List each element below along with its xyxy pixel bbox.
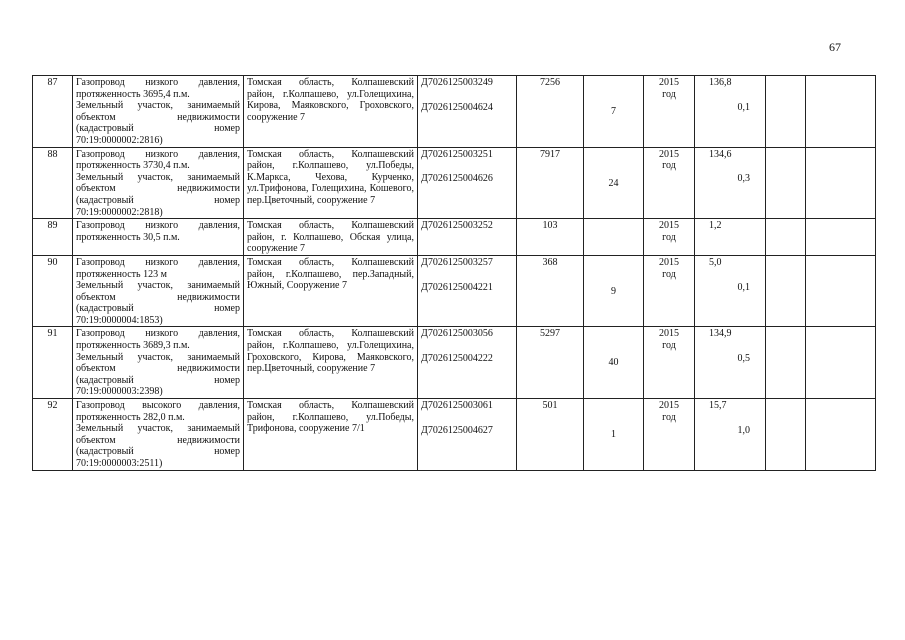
empty-cell: [766, 399, 806, 471]
year-cell: [644, 255, 695, 327]
land-registry-code: Д7026125004626: [421, 173, 493, 185]
area-cell: 1: [584, 399, 644, 471]
property-register-table: [32, 75, 876, 471]
registry-code: Д7026125003251: [421, 148, 493, 160]
object-name: Газопровод низкого давления, протяженность 3730,4 п.м.: [76, 148, 240, 172]
land-plot-description: Земельный участок, занимаемый объектом недвижимости (кадастровый номер 70:19:0000002:2818): [76, 171, 240, 218]
empty-cell: [766, 76, 806, 148]
address-cell: Томская область, Колпашевский район, г.Колпашево, ул.Победы, Трифонова, сооружение 7/1: [244, 399, 418, 471]
registry-codes-cell: [418, 147, 517, 219]
registry-code: Д7026125003252: [421, 220, 493, 232]
empty-cell: [806, 76, 876, 148]
year-cell: [644, 76, 695, 148]
year-unit: год: [662, 160, 676, 172]
registry-code: Д7026125003249: [421, 77, 493, 88]
length-cell: 5297: [517, 327, 584, 399]
value-b: 1,0: [737, 424, 750, 436]
empty-cell: [806, 399, 876, 471]
year-cell: [644, 219, 695, 256]
value-cell: [695, 255, 766, 327]
year-unit: год: [662, 411, 676, 423]
address-cell: Томская область, Колпашевский район, г.Колпашево, ул.Победы, К.Маркса, Чехова, Курченко, ул.Трифонова, Голещихина, Кошевого, пер.Цветочный, сооружение 7: [244, 147, 418, 219]
value-a: 134,9: [709, 328, 732, 340]
length-cell: 7256: [517, 76, 584, 148]
registry-codes-cell: [418, 255, 517, 327]
address-cell: Томская область, Колпашевский район, г.Колпашево, ул.Голещихина, Гроховского, Кирова, Маяковского, пер.Цветочный, сооружение 7: [244, 327, 418, 399]
value-cell: [695, 219, 766, 256]
land-plot-description: Земельный участок, занимаемый объектом недвижимости (кадастровый номер 70:19:0000002:2816): [76, 100, 240, 146]
table-row: [33, 219, 876, 256]
object-description-cell: [73, 219, 244, 256]
year-value: 2015: [659, 400, 679, 412]
table-row: [33, 399, 876, 471]
value-a: 136,8: [709, 77, 732, 88]
area-cell: 40: [584, 327, 644, 399]
row-number: 87: [33, 76, 73, 148]
area-cell: 7: [584, 76, 644, 148]
table-row: [33, 147, 876, 219]
length-cell: 501: [517, 399, 584, 471]
object-description-cell: [73, 147, 244, 219]
registry-codes-cell: [418, 219, 517, 256]
value-a: 134,6: [709, 148, 732, 160]
length-cell: 103: [517, 219, 584, 256]
object-name: Газопровод низкого давления, протяженность 123 м: [76, 256, 240, 280]
year-value: 2015: [659, 77, 679, 88]
land-plot-description: Земельный участок, занимаемый объектом недвижимости (кадастровый номер 70:19:0000003:2398): [76, 351, 240, 398]
length-cell: 368: [517, 255, 584, 327]
value-a: 1,2: [709, 220, 722, 232]
object-description-cell: [73, 76, 244, 148]
land-plot-description: Земельный участок, занимаемый объектом недвижимости (кадастровый номер 70:19:0000004:1853): [76, 280, 240, 326]
year-value: 2015: [659, 220, 679, 232]
table-row: [33, 76, 876, 148]
year-unit: год: [662, 340, 676, 352]
table-row: [33, 327, 876, 399]
value-b: 0,1: [737, 101, 750, 113]
object-name: Газопровод низкого давления, протяженность 3689,3 п.м.: [76, 328, 240, 352]
object-name: Газопровод низкого давления, протяженность 30,5 п.м.: [76, 220, 240, 243]
empty-cell: [806, 327, 876, 399]
value-cell: [695, 399, 766, 471]
empty-cell: [806, 255, 876, 327]
table-row: [33, 255, 876, 327]
value-cell: [695, 76, 766, 148]
year-cell: [644, 399, 695, 471]
area-cell: 24: [584, 147, 644, 219]
row-number: 92: [33, 399, 73, 471]
length-cell: 7917: [517, 147, 584, 219]
address-cell: Томская область, Колпашевский район, г. Колпашево, Обская улица, сооружение 7: [244, 219, 418, 256]
empty-cell: [766, 219, 806, 256]
year-value: 2015: [659, 148, 679, 160]
year-cell: [644, 327, 695, 399]
row-number: 89: [33, 219, 73, 256]
land-registry-code: Д7026125004222: [421, 353, 493, 365]
year-unit: год: [662, 231, 676, 243]
object-name: Газопровод высокого давления, протяженность 282,0 п.м.: [76, 400, 240, 423]
registry-codes-cell: [418, 327, 517, 399]
registry-code: Д7026125003061: [421, 400, 493, 412]
value-cell: [695, 147, 766, 219]
empty-cell: [766, 147, 806, 219]
value-a: 5,0: [709, 256, 722, 268]
registry-code: Д7026125003257: [421, 256, 493, 268]
year-value: 2015: [659, 256, 679, 268]
area-cell: [584, 219, 644, 256]
row-number: 88: [33, 147, 73, 219]
registry-codes-cell: [418, 76, 517, 148]
object-description-cell: [73, 399, 244, 471]
empty-cell: [766, 255, 806, 327]
year-unit: год: [662, 268, 676, 280]
address-cell: Томская область, Колпашевский район, г.Колпашево, ул.Голещихина, Кирова, Маяковского, Гроховского, сооружение 7: [244, 76, 418, 148]
land-registry-code: Д7026125004624: [421, 101, 493, 113]
value-b: 0,5: [737, 353, 750, 365]
object-description-cell: [73, 327, 244, 399]
address-cell: Томская область, Колпашевский район, г.Колпашево, пер.Западный, Южный, Сооружение 7: [244, 255, 418, 327]
empty-cell: [806, 219, 876, 256]
value-b: 0,1: [737, 281, 750, 293]
year-value: 2015: [659, 328, 679, 340]
land-registry-code: Д7026125004221: [421, 281, 493, 293]
object-description-cell: [73, 255, 244, 327]
land-plot-description: Земельный участок, занимаемый объектом недвижимости (кадастровый номер 70:19:0000003:2511): [76, 423, 240, 469]
registry-code: Д7026125003056: [421, 328, 493, 340]
value-b: 0,3: [737, 173, 750, 185]
registry-codes-cell: [418, 399, 517, 471]
row-number: 91: [33, 327, 73, 399]
value-a: 15,7: [709, 400, 727, 412]
area-cell: 9: [584, 255, 644, 327]
empty-cell: [766, 327, 806, 399]
year-unit: год: [662, 88, 676, 100]
empty-cell: [806, 147, 876, 219]
page-number: 67: [829, 40, 841, 54]
land-registry-code: Д7026125004627: [421, 424, 493, 436]
object-name: Газопровод низкого давления, протяженность 3695,4 п.м.: [76, 77, 240, 100]
row-number: 90: [33, 255, 73, 327]
value-cell: [695, 327, 766, 399]
year-cell: [644, 147, 695, 219]
